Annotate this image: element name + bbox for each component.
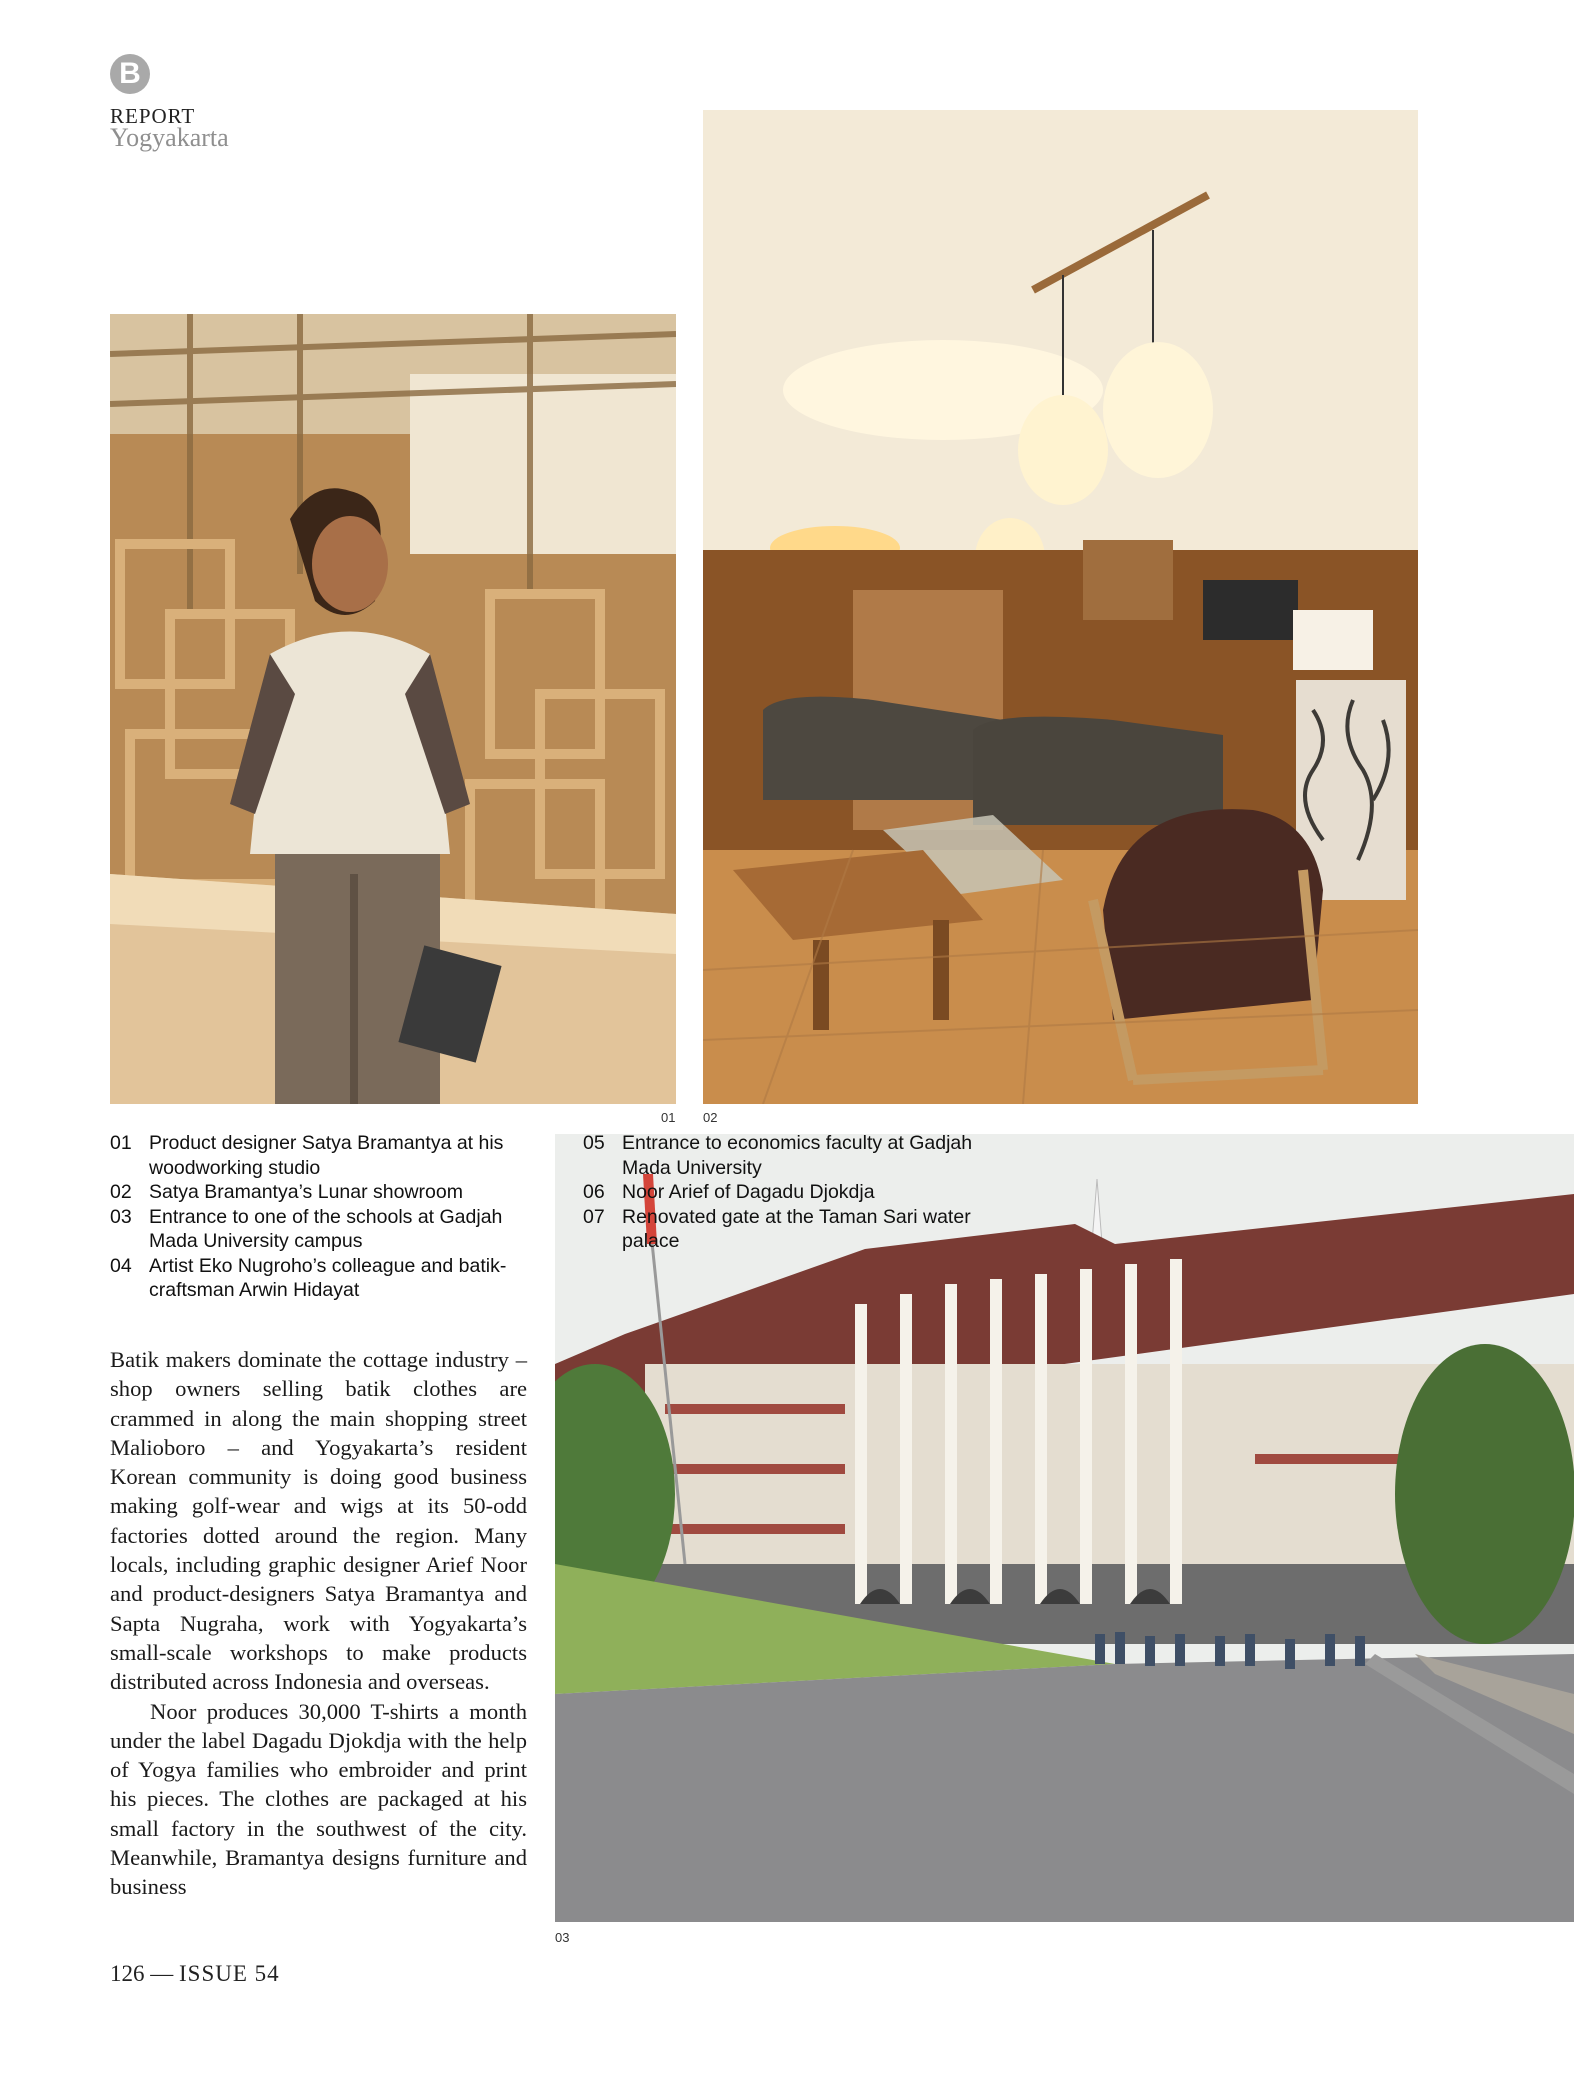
caption-item <box>110 1180 530 1205</box>
figure-number-01: 01 <box>661 1110 676 1125</box>
caption-item <box>110 1131 530 1180</box>
page-number: 126 — <box>110 1961 174 1986</box>
body-paragraph-1: Batik makers dominate the cottage industry – shop owners selling batik clothes are crammed in along the main shopping street Malioboro – and Yogyakarta’s resident Korean community is doing good business making golf-wear and wigs at its 50-odd factories dotted around the region. Many locals, including graphic designer Arief Noor and product-designers Satya Bramantya and Sapta Nugraha, work with Yogyakarta’s small-scale workshops to make products distributed across Indonesia and overseas. <box>110 1347 527 1695</box>
caption-item <box>583 1205 973 1254</box>
caption-text: Entrance to economics faculty at Gadjah Mada University <box>622 1132 973 1179</box>
caption-item <box>583 1180 973 1205</box>
caption-number: 03 <box>110 1205 132 1228</box>
caption-item <box>583 1131 973 1180</box>
article-body <box>110 1345 527 1902</box>
page-folio <box>110 1961 280 1987</box>
magazine-logo: B <box>110 54 150 94</box>
caption-text: Satya Bramantya’s Lunar showroom <box>149 1181 463 1203</box>
caption-number: 06 <box>583 1181 605 1203</box>
caption-item <box>110 1205 530 1254</box>
figure-number-03: 03 <box>555 1930 570 1945</box>
caption-number: 05 <box>583 1132 605 1154</box>
figure-number-02: 02 <box>703 1110 718 1125</box>
caption-number: 02 <box>110 1181 132 1203</box>
captions-left-column <box>110 1131 530 1303</box>
issue-label: ISSUE 54 <box>179 1961 280 1986</box>
photo-woodworking-studio <box>110 314 676 1104</box>
caption-item <box>110 1254 530 1303</box>
section-label: REPORT <box>110 104 196 128</box>
body-paragraph-2: Noor produces 30,000 T-shirts a month under the label Dagadu Djokdja with the help of Yogya families who embroider and print his pieces. The clothes are packaged at his small factory in the southwest of the city. Meanwhile, Bramantya designs furniture and business <box>110 1698 527 1900</box>
caption-number: 04 <box>110 1254 132 1277</box>
caption-text: Artist Eko Nugroho’s colleague and batik-craftsman Arwin Hidayat <box>149 1254 507 1301</box>
caption-text: Noor Arief of Dagadu Djokdja <box>622 1181 875 1203</box>
caption-number: 07 <box>583 1205 605 1228</box>
caption-text: Renovated gate at the Taman Sari water palace <box>622 1205 971 1252</box>
caption-text: Entrance to one of the schools at Gadjah Mada University campus <box>149 1205 503 1252</box>
caption-number: 01 <box>110 1132 132 1154</box>
section-city: Yogyakarta <box>110 123 229 152</box>
photo-lunar-showroom <box>703 110 1418 1104</box>
captions-right-column <box>583 1131 973 1254</box>
caption-text: Product designer Satya Bramantya at his woodworking studio <box>149 1132 504 1179</box>
